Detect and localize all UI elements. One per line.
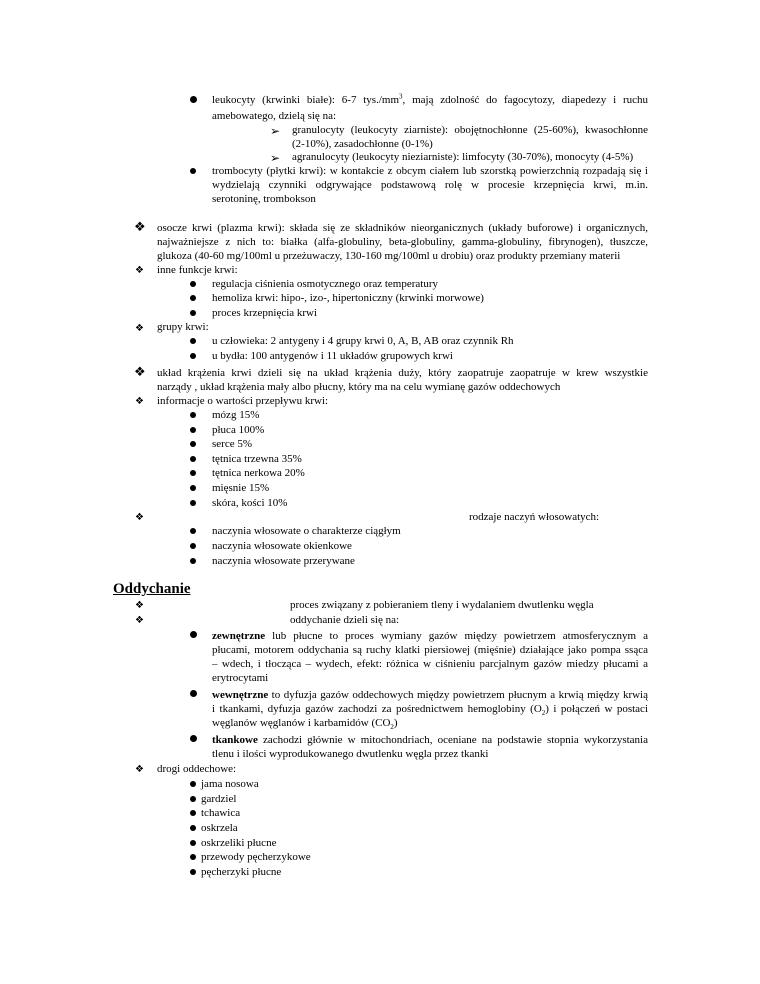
flow-title: informacje o wartości przepływu krwi:: [157, 395, 329, 407]
list-item: płuca 100%: [212, 424, 265, 436]
bullet-icon: [190, 825, 196, 831]
plasma-line-3: glukoza (40-60 mg/100ml u przeżuwaczy, 130-160 mg/100ml u drobiu) oraz produkty przemiany materii: [157, 250, 621, 262]
circulation-line-2: narządy , układ krążenia mały albo płucny, który ma na celu wymianę gazów oddechowych: [157, 381, 561, 393]
external-line-2: płucami, motorem oddychania są ruchy klatki piersiowej (mięśnie) działające jako pompa ssąca: [212, 644, 648, 656]
diamond-bullet-icon: ❖: [134, 220, 146, 235]
bullet-icon: [190, 310, 196, 316]
plasma-line-1: osocze krwi (plazma krwi): składa się ze składników nieorganicznych (układy buforowe) i organicznych,: [157, 222, 648, 234]
granulocytes-line-2: (2-10%), zasadochłonne (0-1%): [292, 138, 433, 150]
diamond-bullet-icon: ❖: [135, 764, 144, 775]
bullet-icon: [190, 854, 196, 860]
diamond-bullet-icon: ❖: [135, 615, 144, 626]
thrombocytes-line-3: serotoninę, trombokson: [212, 193, 316, 205]
bullet-icon: [190, 470, 196, 476]
bullet-icon: [190, 96, 197, 103]
arrow-bullet-icon: ➢: [270, 151, 281, 165]
list-item: przewody pęcherzykowe: [201, 851, 311, 863]
diamond-bullet-icon: ❖: [134, 365, 146, 380]
list-item: naczynia włosowate o charakterze ciągłym: [212, 525, 401, 537]
list-item: tętnica nerkowa 20%: [212, 467, 305, 479]
bullet-icon: [190, 840, 196, 846]
list-item: u bydła: 100 antygenów i 11 układów grupowych krwi: [212, 350, 453, 362]
blood-groups-title: grupy krwi:: [157, 321, 209, 333]
list-item: mięsnie 15%: [212, 482, 270, 494]
bullet-icon: [190, 281, 196, 287]
bullet-icon: [190, 412, 196, 418]
capillaries-title: rodzaje naczyń włosowatych:: [469, 511, 600, 523]
diamond-bullet-icon: ❖: [135, 265, 144, 276]
bullet-icon: [190, 338, 196, 344]
bullet-icon: [190, 353, 196, 359]
tissue-line-1: tkankowe zachodzi głównie w mitochondriach, oceniane na podstawie stopnia wykorzystania: [212, 734, 648, 746]
internal-line-3: węglanów węglanów i karbamidów $(CO_2)$: [212, 717, 398, 732]
bullet-icon: [190, 735, 197, 742]
bullet-icon: [190, 500, 196, 506]
other-functions-title: inne funkcje krwi:: [157, 264, 238, 276]
list-item: naczynia włosowate okienkowe: [212, 540, 352, 552]
leukocytes-line-2: amebowatego, dzielą się na:: [212, 110, 337, 122]
list-item: jama nosowa: [201, 778, 259, 790]
list-item: skóra, kości 10%: [212, 497, 288, 509]
bullet-icon: [190, 631, 197, 638]
list-item: tchawica: [201, 807, 241, 819]
internal-line-1: wewnętrzne to dyfuzja gazów oddechowych między powietrzem płucnym a krwią między krwią: [212, 689, 648, 701]
external-line-4: erytrocytami: [212, 672, 269, 684]
list-item: proces krzepnięcia krwi: [212, 307, 318, 319]
respiration-intro-1: proces związany z pobieraniem tleny i wydalaniem dwutlenku węgla: [290, 599, 594, 611]
arrow-bullet-icon: ➢: [270, 124, 281, 138]
list-item: u człowieka: 2 antygeny i 4 grupy krwi 0, A, B, AB oraz czynnik Rh: [212, 335, 514, 347]
bullet-icon: [190, 781, 196, 787]
bullet-icon: [190, 427, 196, 433]
plasma-line-2: najważniejsze z nich to: białka (alfa-globuliny, beta-globuliny, gamma-globuliny, fibrynogen), tłuszcze,: [157, 236, 648, 248]
bullet-icon: [190, 485, 196, 491]
bullet-icon: [190, 810, 196, 816]
external-line-3: – wdech, i tłocząca – wydech, efekt: różnica w ciśnieniu parcjalnym gazów miedzy płucami a: [212, 658, 648, 670]
bullet-icon: [190, 796, 196, 802]
bullet-icon: [190, 558, 196, 564]
list-item: pęcherzyki płucne: [201, 866, 282, 878]
bullet-icon: [190, 528, 196, 534]
bullet-icon: [190, 869, 196, 875]
granulocytes-line-1: granulocyty (leukocyty ziarniste): obojętnochłonne (25-60%), kwasochłonne: [292, 124, 648, 136]
diamond-bullet-icon: ❖: [135, 600, 144, 611]
diamond-bullet-icon: ❖: [135, 396, 144, 407]
bullet-icon: [190, 441, 196, 447]
list-item: oskrzela: [201, 822, 238, 834]
internal-line-2: i tkankami, dyfuzja gazów zachodzi za pośrednictwem hemoglobiny $(O_2)$ i połączeń w postaci: [212, 703, 648, 718]
agranulocytes-line: agranulocyty (leukocyty nieziarniste): limfocyty (30-70%), monocyty (4-5%): [292, 151, 634, 163]
list-item: regulacja ciśnienia osmotycznego oraz temperatury: [212, 278, 439, 290]
list-item: naczynia włosowate przerywane: [212, 555, 355, 567]
list-item: mózg 15%: [212, 409, 260, 421]
bullet-icon: [190, 543, 196, 549]
leukocytes-line-1: leukocyty (krwinki białe): 6-7 $tys./mm^3$, mają zdolność do fagocytozy, diapedezy i ruchu: [212, 92, 648, 106]
bullet-icon: [190, 295, 196, 301]
list-item: tętnica trzewna 35%: [212, 453, 302, 465]
diamond-bullet-icon: ❖: [135, 512, 144, 523]
bullet-icon: [190, 168, 196, 174]
external-line-1: zewnętrzne lub płucne to proces wymiany gazów między powietrzem atmosferycznym a: [212, 630, 648, 642]
thrombocytes-line-1: trombocyty (płytki krwi): w kontakcie z obcym ciałem lub szorstką powierzchnią rozpadają się i: [212, 165, 648, 177]
tissue-line-2: tlenu i ilości wyprodukowanego dwutlenku węgla przez tkanki: [212, 748, 489, 760]
thrombocytes-line-2: wydzielają czynniki odgrywające podstawową rolę w procesie krzepnięcia krwi, m.in.: [212, 179, 648, 191]
bullet-icon: [190, 456, 196, 462]
respiration-intro-2: oddychanie dzieli się na:: [290, 614, 400, 626]
section-heading: Oddychanie: [113, 581, 191, 597]
airways-title: drogi oddechowe:: [157, 763, 237, 775]
list-item: hemoliza krwi: hipo-, izo-, hipertoniczny (krwinki morwowe): [212, 292, 484, 304]
list-item: gardziel: [201, 793, 237, 805]
list-item: oskrzeliki płucne: [201, 837, 277, 849]
list-item: serce 5%: [212, 438, 253, 450]
circulation-line-1: układ krążenia krwi dzieli się na układ krążenia duży, który zaopatruje zaopatruje w krew wszystkie: [157, 367, 648, 379]
diamond-bullet-icon: ❖: [135, 323, 144, 334]
bullet-icon: [190, 690, 197, 697]
